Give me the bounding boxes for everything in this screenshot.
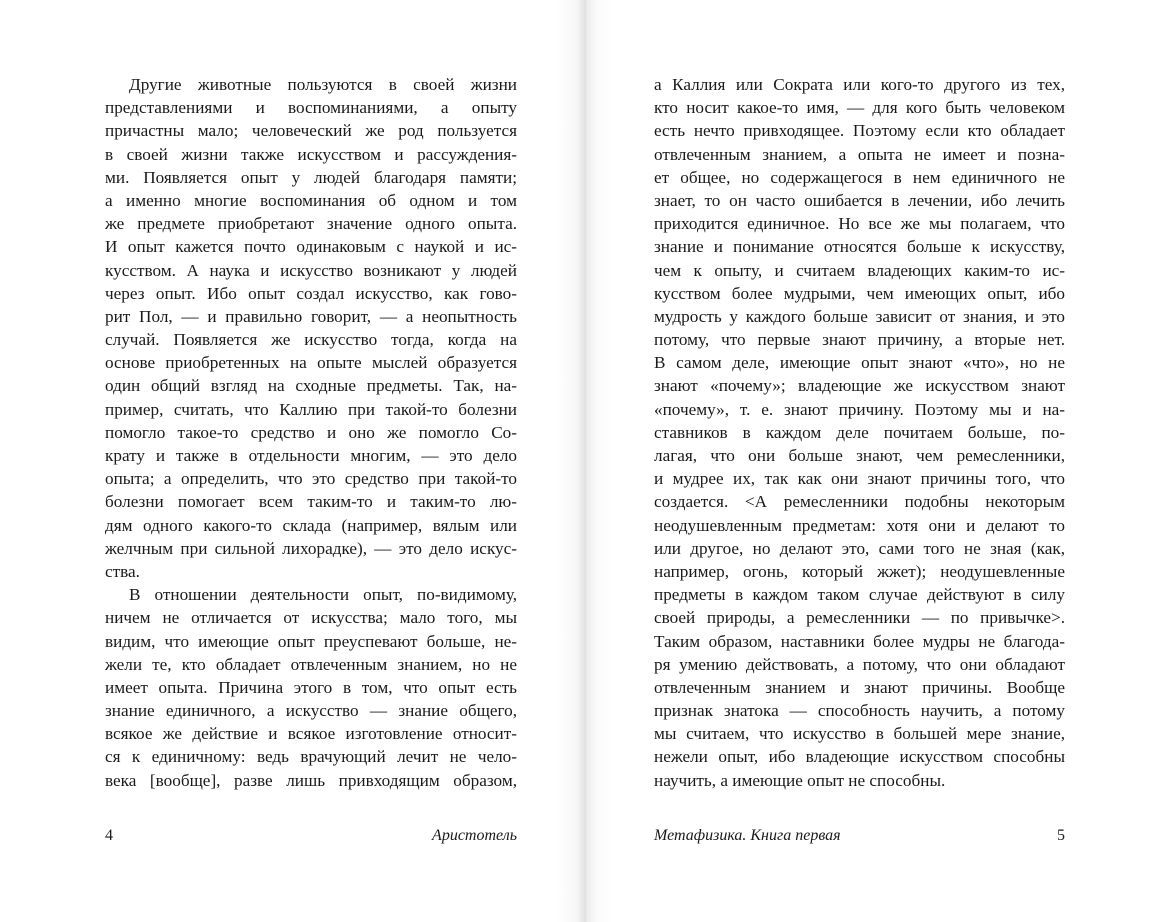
text-line: «почему», т. е. знают причину. Поэтому мы и на- [654, 399, 1065, 419]
text-line: желчным при сильной лихорадке), — это дело искус- [105, 538, 517, 558]
text-line: мы считаем, что искусство в большей мере знание, [654, 724, 1065, 744]
text-line: знание и понимание относятся больше к искусству, [654, 237, 1065, 257]
running-head-right: Метафизика. Книга первая [654, 827, 841, 844]
text-line: кусством. А наука и искусство возникают у людей [105, 260, 517, 280]
text-line: случай. Появляется же искусство тогда, когда на [105, 330, 517, 350]
text-line: болезни помогает всем таким-то и таким-то лю- [105, 492, 517, 512]
text-line: ря умению действовать, а потому, что они обладают [654, 654, 1065, 674]
text-line: потому, что первые знают причину, а вторые нет. [654, 330, 1065, 350]
text-line: научить, а имеющие опыт не способны. [654, 770, 946, 790]
text-line: ничем не отличается от искусства; мало того, мы [105, 608, 517, 628]
text-line: пример, считать, что Каллию при такой-то болезни [105, 399, 517, 419]
right-page [584, 0, 1169, 922]
text-line: ставников в каждом деле почитаем больше, по- [654, 422, 1065, 442]
text-line: неодушевленным предметам: хотя они и делают то [654, 515, 1065, 535]
text-line: ства. [105, 561, 140, 581]
text-line: И опыт кажется почто одинаковым с наукой и ис- [105, 237, 517, 257]
text-line: видим, что имеющие опыт преуспевают больше, не- [105, 631, 517, 651]
text-line: кусством более мудрыми, чем имеющих опыт, ибо [654, 283, 1065, 303]
text-line: основе приобретенных на опыте мыслей образуется [105, 353, 517, 373]
text-line: дям одного какого-то склада (например, вялым или [105, 515, 517, 535]
text-line: ет общее, но содержащегося в нем единичного не [654, 167, 1065, 187]
text-line: В самом деле, имеющие опыт знают «что», но не [654, 353, 1065, 373]
text-line: своей природы, а ремесленники — по привычке>. [654, 608, 1065, 628]
page-number-left: 4 [105, 827, 113, 844]
text-line: же предмете приобретают значение одного опыта. [105, 214, 517, 234]
text-line: ми. Появляется опыт у людей благодаря памяти; [105, 167, 517, 187]
text-line: века [вообще], разве лишь привходящим образом, [105, 770, 517, 790]
text-line: через опыт. Ибо опыт создал искусство, как гово- [105, 283, 517, 303]
text-line: всякое же действие и всякое изготовление относит- [105, 724, 517, 744]
text-line: кто носит какое-то имя, — для кого быть человеком [654, 98, 1065, 118]
text-line: имеет опыта. Причина этого в том, что опыт есть [105, 677, 517, 697]
text-line: нежели опыт, ибо владеющие искусством способны [654, 747, 1065, 767]
text-line: знает, то он часто ошибается в лечении, ибо лечить [654, 190, 1065, 210]
text-line: лагая, что они больше знают, чем ремесленники, [654, 446, 1065, 465]
text-line: отвлеченным знанием и знают причины. Вообще [654, 677, 1065, 697]
text-line: знают «почему»; владеющие же искусством знают [654, 376, 1065, 396]
text-line: причастны мало; человеческий же род пользуется [105, 121, 517, 141]
running-head-left: Аристотель [432, 827, 517, 844]
text-line: отвлеченным знанием, а опыта не имеет и позна- [654, 144, 1065, 164]
text-line: жели те, кто обладает отвлеченным знанием, но не [105, 654, 517, 674]
text-line: опыта; а определить, что это средство при такой-то [105, 469, 517, 489]
text-line: крату и также в отдельности многим, — это дело [105, 446, 517, 465]
text-line: ся к единичному: ведь врачующий лечит не чело- [105, 747, 517, 767]
text-line: В отношении деятельности опыт, по-видимому, [129, 585, 517, 605]
text-line: есть нечто привходящее. Поэтому если кто обладает [654, 121, 1065, 141]
text-line: Таким образом, наставники более мудры не благода- [654, 631, 1065, 651]
left-page [0, 0, 584, 922]
text-line: помогло такое-то средство и оно же помогло Со- [105, 422, 517, 442]
text-line: создается. <А ремесленники подобны некоторым [654, 492, 1065, 512]
page-number-right: 5 [1057, 827, 1065, 844]
text-line: или другое, но делают это, сами того не зная (как, [654, 538, 1065, 558]
text-line: рит Пол, — и правильно говорит, — а неопытность [105, 306, 517, 326]
left-page-body [105, 73, 517, 792]
text-line: Другие животные пользуются в своей жизни [129, 75, 517, 94]
text-line: например, огонь, который жжет); неодушевленные [654, 561, 1065, 581]
text-line: предметы в каждом таком случае действуют в силу [654, 585, 1065, 605]
text-line: а именно многие воспоминания об одном и том [105, 190, 517, 210]
text-line: и мудрее их, так как они знают причины того, что [654, 469, 1065, 489]
text-line: признак знатока — способность научить, а потому [654, 701, 1065, 721]
text-line: один общий взгляд на сходные предметы. Так, на- [105, 376, 517, 396]
text-line: приходится единичное. Но все же мы полагаем, что [654, 214, 1065, 234]
text-line: знание единичного, а искусство — знание общего, [105, 701, 517, 721]
text-line: представлениями и воспоминаниями, а опыту [105, 98, 517, 118]
text-line: а Каллия или Сократа или кого-то другого из тех, [654, 75, 1065, 94]
right-page-body [654, 73, 1065, 792]
text-line: мудрость у каждого больше зависит от знания, и это [654, 306, 1065, 326]
text-line: чем к опыту, и считаем владеющих каким-то ис- [654, 260, 1065, 280]
text-line: в своей жизни также искусством и рассуждения- [105, 144, 517, 164]
